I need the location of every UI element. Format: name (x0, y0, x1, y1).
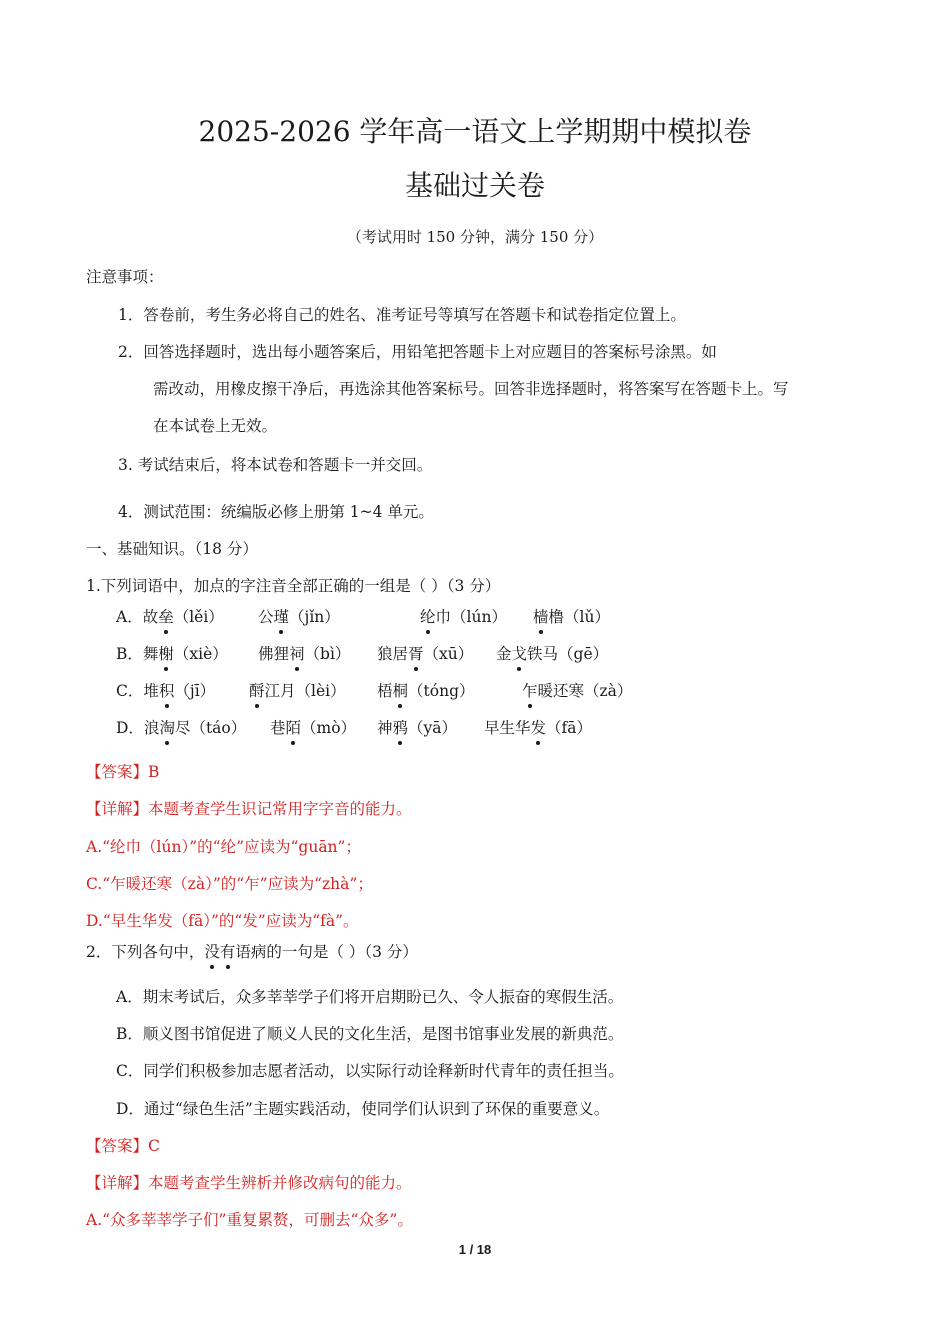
q1-option-d-1: D．浪淘尽（táo） (116, 719, 247, 737)
q1-answer: 【答案】B (86, 763, 160, 781)
exam-info: （考试用时 150 分钟，满分 150 分） (346, 228, 604, 246)
q1-option-c-4: 乍暖还寒（zà） (522, 682, 633, 700)
q1-explain-c: C.“乍暖还寒（zà）”的“乍”应读为“zhà”； (86, 875, 373, 893)
q2-option-d: D．通过“绿色生活”主题实践活动，使同学们认识到了环保的重要意义。 (116, 1100, 610, 1118)
q1-option-d-4: 早生华发（fā） (484, 719, 593, 737)
notice-item-2-line2: 需改动，用橡皮擦干净后，再选涂其他答案标号。回答非选择题时，将答案写在答题卡上。写 (153, 380, 789, 398)
q1-option-a-3: 纶巾（lún） (420, 608, 507, 626)
page-number: 1 / 18 (458, 1242, 492, 1257)
notice-item-3: 3. 考试结束后，将本试卷和答题卡一并交回。 (118, 456, 433, 474)
emphasis-dot-char: 榭 (158, 645, 174, 663)
notice-item-1: 1．答卷前，考生务必将自己的姓名、准考证号等填写在答题卡和试卷指定位置上。 (118, 306, 686, 324)
notice-item-4: 4．测试范围：统编版必修上册第 1~4 单元。 (118, 503, 434, 521)
emphasis-dot-char: 有 (219, 943, 236, 961)
emphasis-dot-char: 瑾 (273, 608, 290, 626)
q1-stem: 1.下列词语中，加点的字注音全部正确的一组是（ ）（3 分） (86, 577, 501, 595)
q2-option-a: A．期末考试后，众多莘莘学子们将开启期盼已久、令人振奋的寒假生活。 (116, 988, 624, 1006)
q2-option-b: B．顺义图书馆促进了顺义人民的文化生活，是图书馆事业发展的新典范。 (116, 1025, 624, 1043)
emphasis-dot-char: 祠 (289, 645, 305, 663)
q1-option-c-1: C．堆积（jī） (116, 682, 216, 700)
emphasis-dot-char: 胥 (408, 645, 424, 663)
emphasis-dot-char: 樯 (533, 608, 549, 626)
q1-option-b-1: B．舞榭（xiè） (116, 645, 228, 663)
q2-stem: 2．下列各句中，没有语病的一句是（ ）（3 分） (86, 943, 418, 961)
emphasis-dot-char: 没 (204, 943, 220, 961)
q2-detail: 【详解】本题考查学生辨析并修改病句的能力。 (86, 1174, 412, 1192)
emphasis-dot-char: 淘 (159, 719, 175, 737)
q1-explain-a: A.“纶巾（lún）”的“纶”应读为“guān”； (86, 838, 361, 856)
notice-item-2-line3: 在本试卷上无效。 (153, 417, 278, 435)
q1-option-b-4: 金戈铁马（gē） (496, 645, 609, 663)
q1-option-c-3: 梧桐（tóng） (377, 682, 475, 700)
notice-heading: 注意事项： (86, 268, 164, 286)
q1-option-d-3: 神鸦（yā） (377, 719, 458, 737)
q1-option-c-2: 酹江月（lèi） (249, 682, 346, 700)
q1-option-d-2: 巷陌（mò） (270, 719, 357, 737)
q1-option-b-3: 狼居胥（xū） (377, 645, 474, 663)
q1-option-b-2: 佛狸祠（bì） (258, 645, 351, 663)
emphasis-dot-char: 垒 (158, 608, 174, 626)
emphasis-dot-char: 发 (530, 719, 547, 737)
emphasis-dot-char: 积 (158, 682, 175, 700)
section-heading: 一、基础知识。（18 分） (86, 540, 258, 558)
q1-explain-d: D.“早生华发（fā）”的“发”应读为“fà”。 (86, 912, 359, 930)
emphasis-dot-char: 纶 (420, 608, 436, 626)
q1-detail: 【详解】本题考查学生识记常用字字音的能力。 (86, 800, 412, 818)
q2-option-c: C．同学们积极参加志愿者活动，以实际行动诠释新时代青年的责任担当。 (116, 1062, 624, 1080)
emphasis-dot-char: 桐 (392, 682, 409, 700)
emphasis-dot-char: 戈 (511, 645, 528, 663)
emphasis-dot-char: 乍 (522, 682, 538, 700)
q1-option-a-4: 樯橹（lǔ） (533, 608, 610, 626)
q1-option-a-2: 公瑾（jǐn） (258, 608, 340, 626)
exam-title: 2025-2026 学年高一语文上学期期中模拟卷 (198, 115, 752, 148)
notice-item-2-line1: 2．回答选择题时，选出每小题答案后，用铅笔把答题卡上对应题目的答案标号涂黑。如 (118, 343, 717, 361)
emphasis-dot-char: 鸦 (392, 719, 409, 737)
q2-answer: 【答案】C (86, 1137, 160, 1155)
emphasis-dot-char: 陌 (285, 719, 302, 737)
q1-option-a-1: A．故垒（lěi） (116, 608, 224, 626)
q2-explain-a: A.“众多莘莘学子们”重复累赘，可删去“众多”。 (86, 1211, 413, 1229)
exam-subtitle: 基础过关卷 (404, 169, 545, 202)
emphasis-dot-char: 酹 (249, 682, 265, 700)
